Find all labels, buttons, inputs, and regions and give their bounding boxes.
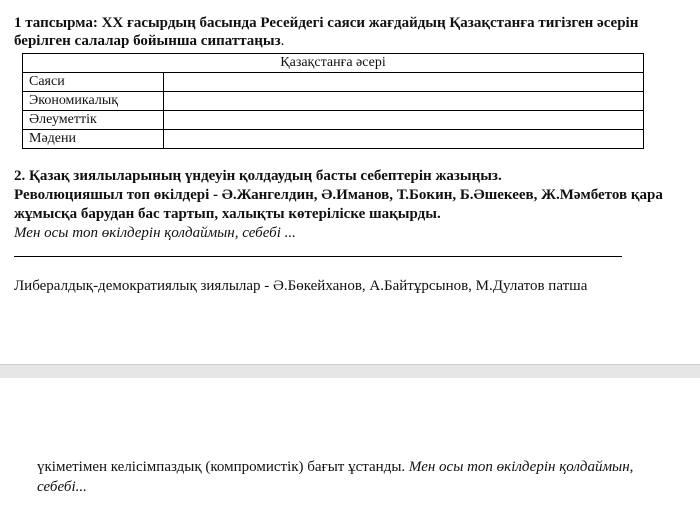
page-break-divider	[0, 364, 700, 365]
row-label-political: Саяси	[23, 73, 164, 92]
support-prompt-2: Мен осы топ өкілдерін қолдаймын, себебі...	[37, 459, 634, 495]
table-row	[23, 73, 644, 92]
task1-title-text: 1 тапсырма: XX ғасырдың басында Ресейдегі саяси жағдайдың Қазақстанға тигізген әсерін берілген салалар бойынша сипаттаңыз	[14, 15, 639, 49]
answer-line[interactable]	[14, 256, 622, 257]
table-header-cell: Қазақстанға әсері	[23, 54, 644, 73]
row-answer-social[interactable]	[164, 111, 644, 130]
table-row	[23, 111, 644, 130]
table-header-row	[23, 54, 644, 73]
row-label-social: Әлеуметтік	[23, 111, 164, 130]
task2-block	[14, 167, 694, 243]
page-break-gap	[0, 364, 700, 378]
task1-title-tail: .	[280, 33, 285, 49]
liberal-text-end: үкіметімен келісімпаздық (компромистік) бағыт ұстанды.	[37, 459, 406, 475]
row-label-cultural: Мәдени	[23, 130, 164, 149]
row-answer-economic[interactable]	[164, 92, 644, 111]
revolutionary-text: Революцияшыл топ өкілдері - Ә.Жангелдин, Ә.Иманов, Т.Бокин, Б.Әшекеев, Ж.Мәмбетов қара жұмысқа барудан бас тартып, халықты көтеріліске шақырды.	[14, 187, 663, 222]
table-row	[23, 130, 644, 149]
row-label-economic: Экономикалық	[23, 92, 164, 111]
task2-heading: 2. Қазақ зиялыларының үндеуін қолдаудың басты себептерін жазыңыз.	[14, 168, 502, 184]
row-answer-political[interactable]	[164, 73, 644, 92]
liberal-continuation	[37, 457, 677, 497]
task1-title	[14, 14, 694, 50]
impact-table	[22, 53, 644, 149]
support-prompt-1: Мен осы топ өкілдерін қолдаймын, себебі ...	[14, 225, 296, 241]
row-answer-cultural[interactable]	[164, 130, 644, 149]
liberal-text-start: Либералдық-демократиялық зиялылар - Ә.Бөкейханов, А.Байтұрсынов, М.Дулатов патша	[14, 278, 588, 294]
table-row	[23, 92, 644, 111]
